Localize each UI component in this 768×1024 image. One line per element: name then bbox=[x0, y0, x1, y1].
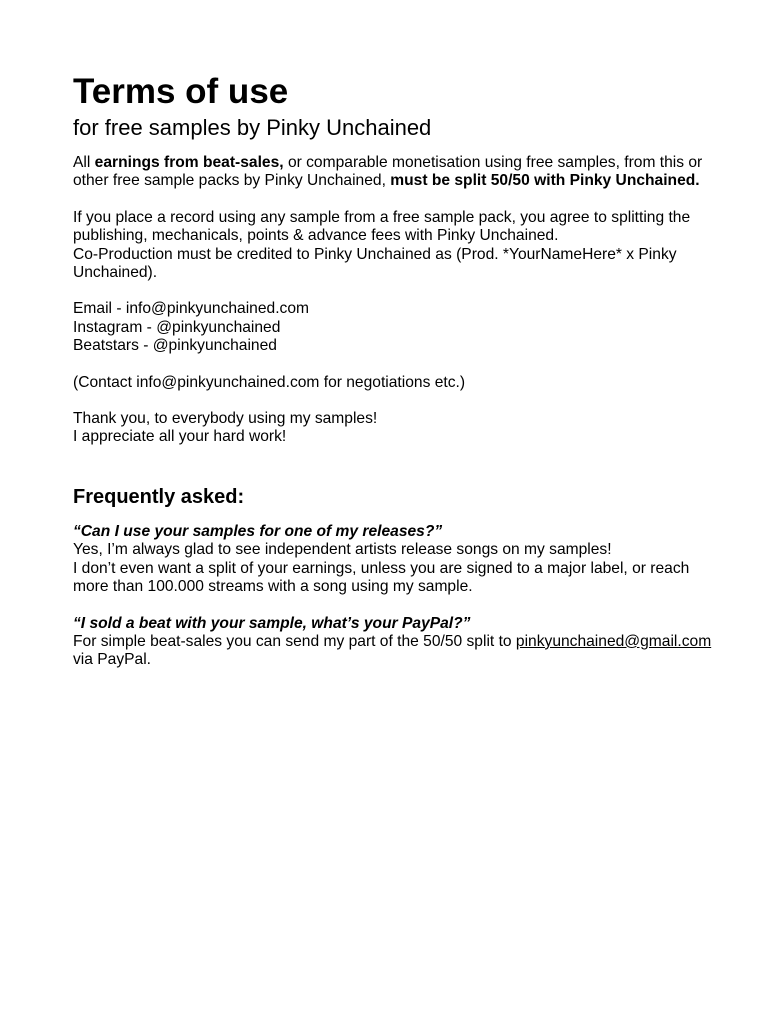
faq-answer-line-1: Yes, I’m always glad to see independent artists release songs on my samples! bbox=[73, 541, 612, 559]
intro-text-2: or comparable monetisation using free samples, from this or other free sample packs by Pinky Unchained, bbox=[73, 154, 703, 190]
record-paragraph-line-2: Co-Production must be credited to Pinky Unchained as (Prod. *YourNameHere* x Pinky Unchained). bbox=[73, 245, 677, 282]
intro-bold-2: must be split 50/50 with Pinky Unchained. bbox=[390, 172, 700, 190]
negotiations-note: (Contact info@pinkyunchained.com for negotiations etc.) bbox=[73, 373, 466, 391]
contact-list bbox=[73, 300, 713, 355]
intro-paragraph bbox=[73, 154, 713, 191]
thanks-line-2: I appreciate all your hard work! bbox=[73, 428, 287, 446]
faq-item-paypal bbox=[73, 615, 713, 670]
faq-heading: Frequently asked: bbox=[73, 485, 245, 508]
paypal-email-link[interactable]: pinkyunchained@gmail.com bbox=[515, 632, 712, 650]
faq-question: “Can I use your samples for one of my releases?” bbox=[73, 522, 443, 540]
page-title: Terms of use bbox=[73, 72, 289, 111]
record-paragraph-line-1: If you place a record using any sample from a free sample pack, you agree to splitting the publishing, mechanicals, points & advance fees with Pinky Unchained. bbox=[73, 208, 691, 245]
faq-answer-text: For simple beat-sales you can send my part of the 50/50 split to bbox=[73, 632, 516, 650]
contact-beatstars: Beatstars - @pinkyunchained bbox=[73, 337, 277, 355]
faq-question: “I sold a beat with your sample, what’s your PayPal?” bbox=[73, 614, 471, 632]
faq-answer-line-2: I don’t even want a split of your earnings, unless you are signed to a major label, or reach more than 100.000 streams with a song using my sample. bbox=[73, 559, 690, 596]
thanks-paragraph bbox=[73, 410, 713, 447]
document-page bbox=[73, 72, 713, 670]
faq-answer bbox=[73, 633, 713, 670]
thanks-line-1: Thank you, to everybody using my samples! bbox=[73, 410, 378, 428]
intro-bold-1: earnings from beat-sales, bbox=[94, 154, 284, 171]
page-subtitle: for free samples by Pinky Unchained bbox=[73, 115, 432, 140]
contact-instagram: Instagram - @pinkyunchained bbox=[73, 318, 281, 336]
contact-email: Email - info@pinkyunchained.com bbox=[73, 300, 309, 318]
faq-item-releases bbox=[73, 523, 713, 597]
faq-answer-tail: via PayPal. bbox=[73, 651, 152, 669]
intro-text-1: All bbox=[73, 154, 95, 171]
record-paragraph bbox=[73, 209, 713, 283]
